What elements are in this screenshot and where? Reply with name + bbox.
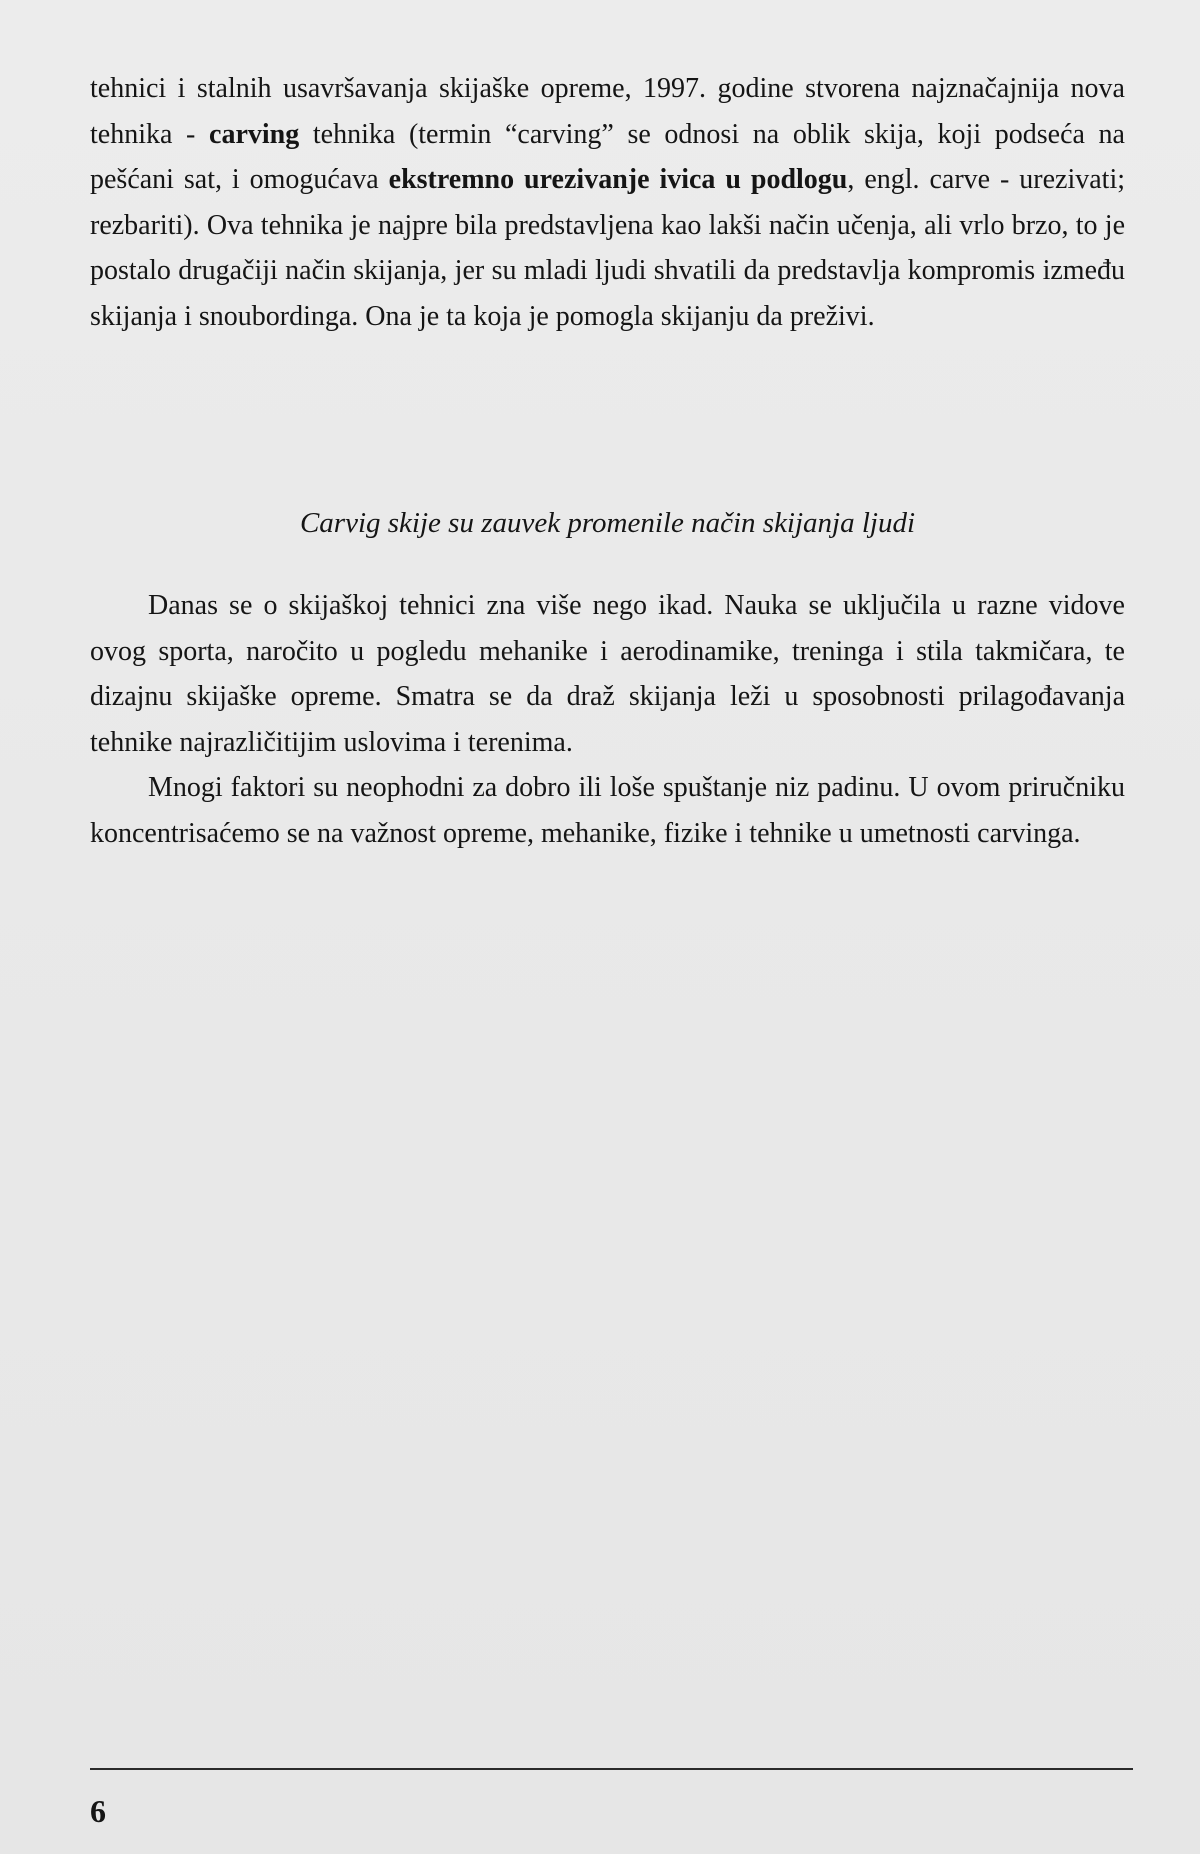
intro-paragraph — [90, 66, 1125, 339]
section-heading: Carvig skije su zauvek promenile način skijanja ljudi — [299, 507, 916, 539]
science-paragraph: Danas se o skijaškoj tehnici zna više nego ikad. Nauka se uključila u razne vidove ovog sporta, naročito u pogledu mehanike i aerodinamike, treninga i stila takmičara, te dizajnu skijaške opreme. Smatra se da draž skijanja leži u sposobnosti prilagođavanja tehnike najrazličitijim uslovima i terenima. — [90, 590, 1125, 758]
edge-carving-phrase: ekstremno urezivanje ivica u podlogu — [388, 164, 848, 195]
page-number: 6 — [90, 1793, 106, 1829]
intro-text-part-1: tehnici i stalnih usavršavanja skijaške opreme, 1997. godine stvorena najznačajnija nova tehnika - — [90, 73, 1125, 150]
intro-text-part-3: , engl. carve - urezivati; rezbariti). Ova tehnika je najpre bila predstavljena kao lakši način učenja, ali vrlo brzo, to je postalo drugačiji način skijanja, jer su mladi ljudi shvatili da predstavlja kompromis između skijanja i snoubordinga. Ona je ta koja je pomogla skijanju da preživi. — [90, 164, 1125, 332]
factors-paragraph: Mnogi faktori su neophodni za dobro ili loše spuštanje niz padinu. U ovom priručniku koncentrisaćemo se na važnost opreme, mehanike, fizike i tehnike u umetnosti carvinga. — [90, 772, 1125, 849]
carving-term: carving — [209, 118, 300, 150]
footer-divider — [90, 1768, 1133, 1770]
intro-text-part-2: tehnika (termin “carving” se odnosi na oblik skija, koji podseća na pešćani sat, i omogućava — [90, 118, 1125, 195]
body-text — [90, 583, 1125, 856]
